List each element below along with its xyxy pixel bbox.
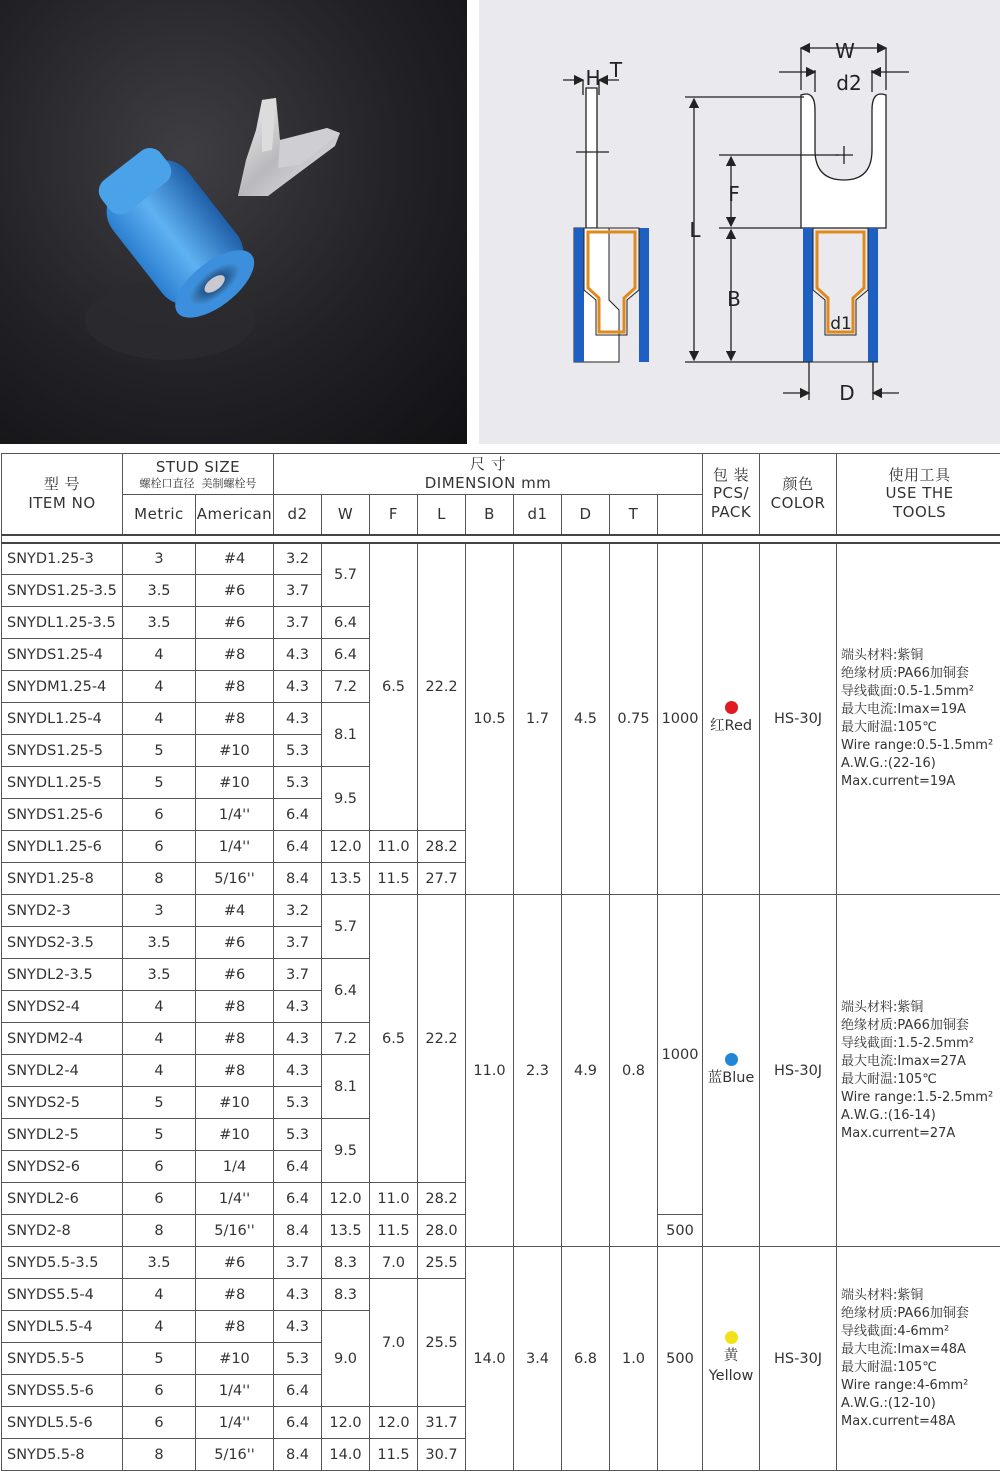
header-divider bbox=[2, 535, 1000, 543]
expl-line: 端头材料:紫铜 bbox=[841, 1287, 924, 1303]
cell-w: 5.7 bbox=[322, 895, 370, 959]
color-dot-blue bbox=[725, 1053, 738, 1066]
cell-f: 12.0 bbox=[370, 1407, 418, 1439]
cell-l: 28.0 bbox=[418, 1215, 466, 1247]
header-stud-cn-metric: 螺栓口直径 bbox=[139, 476, 195, 490]
cell-w: 7.2 bbox=[322, 1023, 370, 1055]
header-tools-cn: 使用工具 bbox=[888, 465, 951, 484]
header-pack-en2: PACK bbox=[710, 503, 752, 522]
cell-item: SNYDS1.25-5 bbox=[2, 735, 123, 767]
header-dim-cn: 尺 寸 bbox=[469, 455, 507, 474]
cell-item: SNYD5.5-8 bbox=[2, 1439, 123, 1471]
cell-american: #8 bbox=[196, 991, 274, 1023]
cell-item: SNYDL1.25-5 bbox=[2, 767, 123, 799]
cell-item: SNYDL5.5-4 bbox=[2, 1311, 123, 1343]
expl-line: 最大电流:Imax=27A bbox=[841, 1053, 966, 1069]
cell-w: 12.0 bbox=[322, 1183, 370, 1215]
cell-d2: 8.4 bbox=[274, 1215, 322, 1247]
cell-metric: 3.5 bbox=[123, 1247, 196, 1279]
cell-explanation bbox=[837, 895, 1000, 1247]
table-row bbox=[2, 1247, 1000, 1279]
cell-l: 22.2 bbox=[418, 895, 466, 1183]
cell-american: 5/16'' bbox=[196, 863, 274, 895]
header-t: T bbox=[610, 495, 658, 535]
cell-american: #10 bbox=[196, 1087, 274, 1119]
header-d1: d1 bbox=[514, 495, 562, 535]
cell-american: #8 bbox=[196, 1279, 274, 1311]
cell-american: 1/4'' bbox=[196, 1183, 274, 1215]
cell-item: SNYD5.5-3.5 bbox=[2, 1247, 123, 1279]
cell-american: #6 bbox=[196, 959, 274, 991]
cell-metric: 6 bbox=[123, 831, 196, 863]
cell-d2: 6.4 bbox=[274, 831, 322, 863]
cell-metric: 4 bbox=[123, 991, 196, 1023]
cell-d2: 4.3 bbox=[274, 1023, 322, 1055]
header-item-no bbox=[2, 454, 123, 535]
cell-metric: 3 bbox=[123, 543, 196, 575]
cell-d2: 3.7 bbox=[274, 959, 322, 991]
cell-item: SNYDS2-3.5 bbox=[2, 927, 123, 959]
header-pack-cn: 包 装 bbox=[712, 465, 750, 484]
cell-american: #8 bbox=[196, 671, 274, 703]
cell-american: 1/4'' bbox=[196, 1407, 274, 1439]
label-t: T bbox=[609, 58, 623, 82]
cell-american: 1/4 bbox=[196, 1151, 274, 1183]
cell-metric: 6 bbox=[123, 1183, 196, 1215]
table-body bbox=[2, 543, 1000, 1471]
cell-american: 5/16'' bbox=[196, 1439, 274, 1471]
cell-metric: 4 bbox=[123, 1279, 196, 1311]
cell-metric: 3.5 bbox=[123, 607, 196, 639]
cell-w: 8.1 bbox=[322, 703, 370, 767]
cell-american: #8 bbox=[196, 1311, 274, 1343]
expl-line: Max.current=48A bbox=[841, 1413, 956, 1429]
color-cn: 蓝 bbox=[707, 1070, 723, 1086]
cell-w: 5.7 bbox=[322, 543, 370, 607]
cell-american: #4 bbox=[196, 543, 274, 575]
color-cn: 红 bbox=[710, 718, 725, 735]
cell-metric: 5 bbox=[123, 1087, 196, 1119]
cell-metric: 6 bbox=[123, 1375, 196, 1407]
expl-line: 导线截面:1.5-2.5mm² bbox=[841, 1035, 975, 1051]
cell-w: 8.3 bbox=[322, 1247, 370, 1279]
cell-american: 5/16'' bbox=[196, 1215, 274, 1247]
cell-d2: 4.3 bbox=[274, 1055, 322, 1087]
cell-t: 0.75 bbox=[610, 543, 658, 895]
cell-item: SNYDL2-5 bbox=[2, 1119, 123, 1151]
cell-d2: 5.3 bbox=[274, 1087, 322, 1119]
cell-l: 25.5 bbox=[418, 1279, 466, 1407]
cell-item: SNYD2-3 bbox=[2, 895, 123, 927]
table-row bbox=[2, 895, 1000, 927]
header-d2: d2 bbox=[274, 495, 322, 535]
cell-f: 11.5 bbox=[370, 1439, 418, 1471]
header-dimension bbox=[274, 454, 703, 495]
cell-metric: 5 bbox=[123, 767, 196, 799]
cell-d2: 4.3 bbox=[274, 991, 322, 1023]
cell-d2: 4.3 bbox=[274, 1311, 322, 1343]
cell-d2: 6.4 bbox=[274, 1375, 322, 1407]
expl-line: 端头材料:紫铜 bbox=[841, 999, 924, 1015]
cell-d1: 1.7 bbox=[514, 543, 562, 895]
cell-w: 9.0 bbox=[322, 1311, 370, 1407]
cell-item: SNYDS2-4 bbox=[2, 991, 123, 1023]
cell-american: #4 bbox=[196, 895, 274, 927]
cell-item: SNYDL2-6 bbox=[2, 1183, 123, 1215]
cell-american: #10 bbox=[196, 735, 274, 767]
header-tools-en2: TOOLS bbox=[892, 503, 947, 522]
expl-line: 导线截面:0.5-1.5mm² bbox=[841, 683, 975, 699]
cell-metric: 5 bbox=[123, 1119, 196, 1151]
cell-pack: 500 bbox=[658, 1247, 703, 1471]
cell-b: 11.0 bbox=[466, 895, 514, 1247]
expl-line: A.W.G.:(22-16) bbox=[841, 755, 936, 771]
cell-d2: 6.4 bbox=[274, 799, 322, 831]
color-en: Blue bbox=[722, 1070, 755, 1086]
cell-l: 28.2 bbox=[418, 831, 466, 863]
cell-b: 10.5 bbox=[466, 543, 514, 895]
cell-d2: 8.4 bbox=[274, 1439, 322, 1471]
cell-metric: 3 bbox=[123, 895, 196, 927]
cell-metric: 5 bbox=[123, 735, 196, 767]
expl-line: 导线截面:4-6mm² bbox=[841, 1323, 950, 1339]
color-cn: 黄 bbox=[723, 1348, 739, 1364]
cell-f: 7.0 bbox=[370, 1247, 418, 1279]
cell-w: 12.0 bbox=[322, 831, 370, 863]
color-en: Red bbox=[724, 718, 753, 735]
cell-metric: 3.5 bbox=[123, 959, 196, 991]
expl-line: Wire range:1.5-2.5mm² bbox=[841, 1089, 994, 1105]
expl-line: 最大电流:Imax=48A bbox=[841, 1341, 966, 1357]
cell-d2: 6.4 bbox=[274, 1183, 322, 1215]
label-w: W bbox=[835, 39, 855, 63]
cell-w: 6.4 bbox=[322, 959, 370, 1023]
expl-line: 最大耐温:105℃ bbox=[841, 719, 937, 735]
cell-item: SNYDS2-6 bbox=[2, 1151, 123, 1183]
header-color-en: COLOR bbox=[770, 493, 826, 512]
header-tools-en1: USE THE bbox=[885, 484, 954, 503]
cell-explanation bbox=[837, 1247, 1000, 1471]
cell-metric: 4 bbox=[123, 1023, 196, 1055]
cell-f: 11.0 bbox=[370, 1183, 418, 1215]
cell-color bbox=[703, 1247, 760, 1471]
cell-f: 6.5 bbox=[370, 543, 418, 831]
header-american: American bbox=[196, 495, 274, 535]
cell-item: SNYDS1.25-6 bbox=[2, 799, 123, 831]
cell-item: SNYDS5.5-4 bbox=[2, 1279, 123, 1311]
cell-metric: 3.5 bbox=[123, 575, 196, 607]
header-pack-en1: PCS/ bbox=[712, 484, 750, 503]
cell-american: #8 bbox=[196, 639, 274, 671]
cell-d2: 3.7 bbox=[274, 927, 322, 959]
cell-american: #6 bbox=[196, 1247, 274, 1279]
cell-american: 1/4'' bbox=[196, 1375, 274, 1407]
cell-w: 6.4 bbox=[322, 639, 370, 671]
expl-line: 最大电流:Imax=19A bbox=[841, 701, 966, 717]
color-dot-yellow bbox=[725, 1331, 738, 1344]
header-f: F bbox=[370, 495, 418, 535]
header-stud-size bbox=[123, 454, 274, 495]
expl-line: 绝缘材质:PA66加铜套 bbox=[841, 1017, 969, 1033]
cell-metric: 8 bbox=[123, 1215, 196, 1247]
cell-d2: 4.3 bbox=[274, 639, 322, 671]
cell-w: 7.2 bbox=[322, 671, 370, 703]
cell-tool: HS-30J bbox=[760, 895, 837, 1247]
cell-american: #8 bbox=[196, 1055, 274, 1087]
cell-american: #6 bbox=[196, 575, 274, 607]
cell-tool: HS-30J bbox=[760, 1247, 837, 1471]
expl-line: 绝缘材质:PA66加铜套 bbox=[841, 665, 969, 681]
cell-item: SNYDS1.25-4 bbox=[2, 639, 123, 671]
header-metric: Metric bbox=[123, 495, 196, 535]
cell-w: 6.4 bbox=[322, 607, 370, 639]
header-item-en: ITEM NO bbox=[28, 493, 96, 512]
cell-metric: 8 bbox=[123, 1439, 196, 1471]
cell-w: 8.1 bbox=[322, 1055, 370, 1119]
cell-tool: HS-30J bbox=[760, 543, 837, 895]
cell-metric: 4 bbox=[123, 671, 196, 703]
cell-d: 6.8 bbox=[562, 1247, 610, 1471]
cell-item: SNYD2-8 bbox=[2, 1215, 123, 1247]
label-d2: d2 bbox=[836, 71, 862, 95]
cell-d2: 3.7 bbox=[274, 1247, 322, 1279]
cell-item: SNYDL1.25-6 bbox=[2, 831, 123, 863]
expl-line: Wire range:0.5-1.5mm² bbox=[841, 737, 994, 753]
header-d: D bbox=[562, 495, 610, 535]
cell-metric: 5 bbox=[123, 1343, 196, 1375]
cell-l: 27.7 bbox=[418, 863, 466, 895]
cell-metric: 8 bbox=[123, 863, 196, 895]
cell-f: 7.0 bbox=[370, 1279, 418, 1407]
cell-t: 1.0 bbox=[610, 1247, 658, 1471]
header-color-cn: 颜色 bbox=[782, 475, 814, 493]
cell-pack: 1000 bbox=[658, 895, 703, 1215]
label-b: B bbox=[727, 287, 741, 311]
header-pack bbox=[703, 454, 760, 535]
cell-l: 30.7 bbox=[418, 1439, 466, 1471]
cell-american: 1/4'' bbox=[196, 831, 274, 863]
expl-line: 最大耐温:105℃ bbox=[841, 1359, 937, 1375]
cell-item: SNYDM1.25-4 bbox=[2, 671, 123, 703]
expl-line: A.W.G.:(16-14) bbox=[841, 1107, 936, 1123]
cell-item: SNYDL1.25-3.5 bbox=[2, 607, 123, 639]
cell-d2: 6.4 bbox=[274, 1407, 322, 1439]
cell-item: SNYDL1.25-4 bbox=[2, 703, 123, 735]
cell-metric: 6 bbox=[123, 1151, 196, 1183]
cell-explanation bbox=[837, 543, 1000, 895]
cell-d2: 3.7 bbox=[274, 575, 322, 607]
cell-w: 14.0 bbox=[322, 1439, 370, 1471]
cell-d: 4.9 bbox=[562, 895, 610, 1247]
expl-line: Max.current=27A bbox=[841, 1125, 956, 1141]
color-en: Yellow bbox=[708, 1368, 754, 1384]
cell-item: SNYDL5.5-6 bbox=[2, 1407, 123, 1439]
cell-pack: 1000 bbox=[658, 543, 703, 895]
label-h: H bbox=[585, 66, 601, 90]
cell-american: #6 bbox=[196, 607, 274, 639]
expl-line: 绝缘材质:PA66加铜套 bbox=[841, 1305, 969, 1321]
header-b: B bbox=[466, 495, 514, 535]
cell-d2: 3.7 bbox=[274, 607, 322, 639]
table-header bbox=[2, 454, 1000, 543]
header-item-cn: 型 号 bbox=[43, 475, 81, 493]
cell-t: 0.8 bbox=[610, 895, 658, 1247]
label-d1: d1 bbox=[830, 314, 852, 334]
cell-item: SNYDS2-5 bbox=[2, 1087, 123, 1119]
dimension-diagram bbox=[479, 0, 1000, 444]
expl-line: 最大耐温:105℃ bbox=[841, 1071, 937, 1087]
cell-metric: 6 bbox=[123, 799, 196, 831]
cell-color bbox=[703, 543, 760, 895]
cell-f: 11.5 bbox=[370, 863, 418, 895]
cell-pack: 500 bbox=[658, 1215, 703, 1247]
cell-d2: 3.2 bbox=[274, 543, 322, 575]
cell-f: 11.0 bbox=[370, 831, 418, 863]
header-w: W bbox=[322, 495, 370, 535]
cell-american: #10 bbox=[196, 1343, 274, 1375]
expl-line: Max.current=19A bbox=[841, 773, 956, 789]
label-d: D bbox=[839, 381, 855, 405]
spade-terminal-photo bbox=[0, 0, 467, 444]
cell-american: 1/4'' bbox=[196, 799, 274, 831]
cell-l: 22.2 bbox=[418, 543, 466, 831]
cell-d: 4.5 bbox=[562, 543, 610, 895]
cell-metric: 4 bbox=[123, 1311, 196, 1343]
cell-item: SNYDL2-3.5 bbox=[2, 959, 123, 991]
cell-d2: 4.3 bbox=[274, 1279, 322, 1311]
cell-f: 6.5 bbox=[370, 895, 418, 1183]
cell-item: SNYD5.5-5 bbox=[2, 1343, 123, 1375]
header-dim-en: DIMENSION mm bbox=[424, 474, 552, 492]
cell-metric: 4 bbox=[123, 1055, 196, 1087]
cell-w: 12.0 bbox=[322, 1407, 370, 1439]
cell-d2: 4.3 bbox=[274, 671, 322, 703]
cell-d1: 3.4 bbox=[514, 1247, 562, 1471]
cell-american: #10 bbox=[196, 1119, 274, 1151]
cell-w: 9.5 bbox=[322, 767, 370, 831]
cell-d2: 5.3 bbox=[274, 1343, 322, 1375]
table-row bbox=[2, 543, 1000, 575]
cell-l: 25.5 bbox=[418, 1247, 466, 1279]
header-tools bbox=[837, 454, 1000, 535]
cell-item: SNYD1.25-3 bbox=[2, 543, 123, 575]
cell-metric: 4 bbox=[123, 639, 196, 671]
header-stud-en: STUD SIZE bbox=[155, 457, 241, 476]
cell-american: #6 bbox=[196, 927, 274, 959]
cell-metric: 6 bbox=[123, 1407, 196, 1439]
cell-l: 31.7 bbox=[418, 1407, 466, 1439]
cell-color bbox=[703, 895, 760, 1247]
cell-item: SNYD1.25-8 bbox=[2, 863, 123, 895]
expl-line: Wire range:4-6mm² bbox=[841, 1377, 969, 1393]
cell-d2: 3.2 bbox=[274, 895, 322, 927]
cell-w: 9.5 bbox=[322, 1119, 370, 1183]
product-photo bbox=[0, 0, 467, 444]
cell-item: SNYDM2-4 bbox=[2, 1023, 123, 1055]
label-f: F bbox=[728, 182, 740, 206]
cell-item: SNYDS5.5-6 bbox=[2, 1375, 123, 1407]
cell-w: 13.5 bbox=[322, 863, 370, 895]
cell-metric: 3.5 bbox=[123, 927, 196, 959]
cell-american: #8 bbox=[196, 1023, 274, 1055]
spec-table bbox=[1, 453, 1000, 1471]
cell-b: 14.0 bbox=[466, 1247, 514, 1471]
header-color bbox=[760, 454, 837, 535]
cell-d2: 5.3 bbox=[274, 735, 322, 767]
cell-d2: 6.4 bbox=[274, 1151, 322, 1183]
technical-drawing bbox=[479, 0, 1000, 444]
header-l: L bbox=[418, 495, 466, 535]
cell-american: #10 bbox=[196, 767, 274, 799]
label-l: L bbox=[689, 218, 701, 242]
cell-w: 13.5 bbox=[322, 1215, 370, 1247]
cell-d2: 5.3 bbox=[274, 767, 322, 799]
cell-f: 11.5 bbox=[370, 1215, 418, 1247]
cell-w: 8.3 bbox=[322, 1279, 370, 1311]
cell-item: SNYDL2-4 bbox=[2, 1055, 123, 1087]
header-stud-cn-american: 美制螺栓号 bbox=[201, 476, 257, 490]
cell-item: SNYDS1.25-3.5 bbox=[2, 575, 123, 607]
cell-l: 28.2 bbox=[418, 1183, 466, 1215]
expl-line: 端头材料:紫铜 bbox=[841, 647, 924, 663]
expl-line: A.W.G.:(12-10) bbox=[841, 1395, 936, 1411]
cell-d2: 8.4 bbox=[274, 863, 322, 895]
cell-metric: 4 bbox=[123, 703, 196, 735]
cell-d2: 5.3 bbox=[274, 1119, 322, 1151]
color-dot-red bbox=[725, 701, 738, 714]
cell-d2: 4.3 bbox=[274, 703, 322, 735]
cell-d1: 2.3 bbox=[514, 895, 562, 1247]
cell-american: #8 bbox=[196, 703, 274, 735]
